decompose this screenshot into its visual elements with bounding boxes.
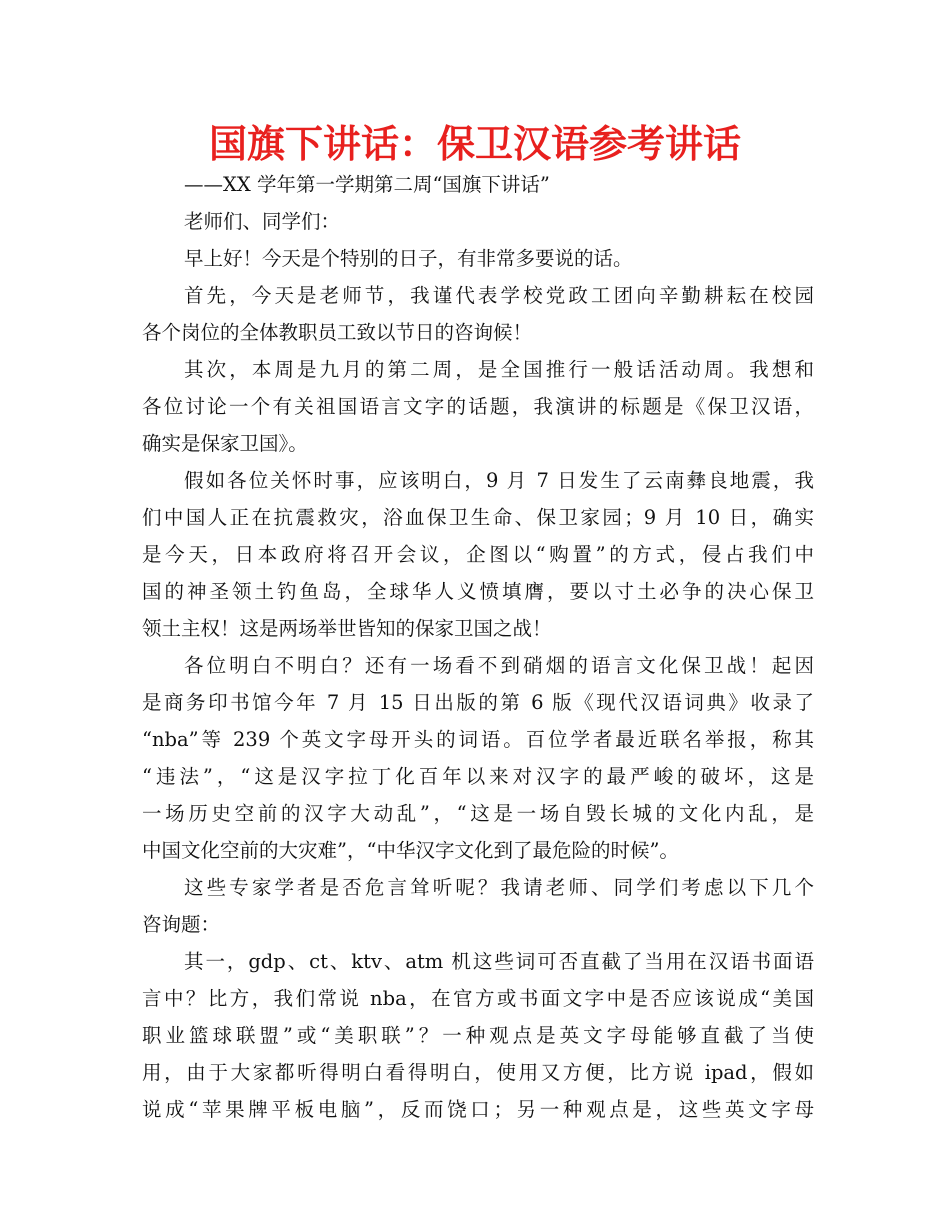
- paragraph-line: 是商务印书馆今年 7 月 15 日出版的第 6 版《现代汉语词典》收录了: [142, 691, 814, 714]
- paragraph-line: “nba”等 239 个英文字母开头的词语。百位学者最近联名举报，称其: [142, 728, 814, 751]
- paragraph-line: 假如各位关怀时事，应该明白，9 月 7 日发生了云南彝良地震，我: [184, 469, 814, 492]
- paragraph-line: 各位讨论一个有关祖国语言文字的话题，我演讲的标题是《保卫汉语，: [142, 395, 814, 418]
- paragraph-line: 老师们、同学们：: [184, 210, 341, 233]
- paragraph-line: 用，由于大家都听得明白看得明白，使用又方便，比方说 ipad，假如: [142, 1061, 814, 1084]
- paragraph-line: 领土主权！这是两场举世皆知的保家卫国之战！: [142, 617, 552, 640]
- paragraph-line: 国的神圣领土钓鱼岛，全球华人义愤填膺，要以寸土必争的决心保卫: [142, 580, 814, 603]
- paragraph-line: 职业篮球联盟”或“美职联”？一种观点是英文字母能够直截了当使: [142, 1024, 814, 1047]
- document-subtitle: ——XX 学年第一学期第二周“国旗下讲话”: [184, 173, 550, 196]
- paragraph-line: 们中国人正在抗震救灾，浴血保卫生命、保卫家园；9 月 10 日，确实: [142, 506, 814, 529]
- paragraph-line: 首先，今天是老师节，我谨代表学校党政工团向辛勤耕耘在校园: [184, 284, 814, 307]
- paragraph-line: 早上好！今天是个特别的日子，有非常多要说的话。: [184, 247, 633, 270]
- document-body: [142, 166, 814, 1128]
- paragraph-line: 各个岗位的全体教职员工致以节日的咨询候！: [142, 321, 533, 344]
- paragraph-line: 中国文化空前的大灾难”，“中华汉字文化到了最危险的时候”。: [142, 839, 679, 862]
- paragraph-line: 一场历史空前的汉字大动乱”，“这是一场自毁长城的文化内乱，是: [142, 802, 814, 825]
- paragraph-line: 确实是保家卫国》。: [142, 432, 308, 455]
- paragraph-line: 是今天，日本政府将召开会议，企图以“购置”的方式，侵占我们中: [142, 543, 814, 566]
- paragraph-line: 这些专家学者是否危言耸听呢？我请老师、同学们考虑以下几个: [184, 876, 814, 899]
- paragraph-line: 其一，gdp、ct、ktv、atm 机这些词可否直截了当用在汉语书面语: [184, 950, 814, 973]
- paragraph-line: 言中？比方，我们常说 nba，在官方或书面文字中是否应该说成“美国: [142, 987, 814, 1010]
- paragraph-line: 说成“苹果牌平板电脑”，反而饶口；另一种观点是，这些英文字母: [142, 1098, 814, 1121]
- paragraph-line: “违法”，“这是汉字拉丁化百年以来对汉字的最严峻的破坏，这是: [142, 765, 814, 788]
- paragraph-line: 其次，本周是九月的第二周，是全国推行一般话活动周。我想和: [184, 358, 814, 381]
- document-title: 国旗下讲话：保卫汉语参考讲话: [208, 122, 741, 166]
- paragraph-line: 咨询题：: [142, 913, 221, 936]
- paragraph-line: 各位明白不明白？还有一场看不到硝烟的语言文化保卫战！起因: [184, 654, 814, 677]
